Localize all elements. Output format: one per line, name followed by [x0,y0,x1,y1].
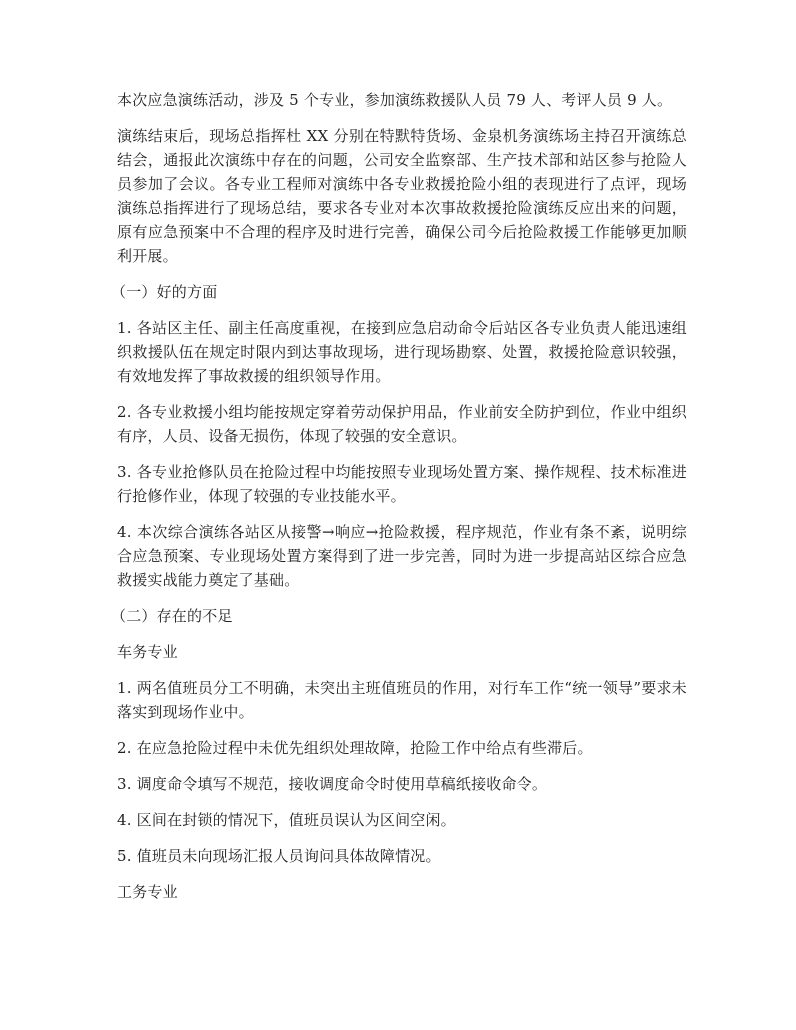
paragraph-summary-meeting: 演练结束后，现场总指挥杜 XX 分别在特默特货场、金泉机务演练场主持召开演练总结会，通报此次演练中存在的问题，公司安全监察部、生产技术部和站区参与抢险人员参加了会议。各专业工程师对演练中各专业救援抢险小组的表现进行了点评，现场演练总指挥进行了现场总结，要求各专业对本次事故救援抢险演练反应出来的问题，原有应急预案中不合理的程序及时进行完善，确保公司今后抢险救援工作能够更加顺利开展。 [117,127,687,265]
list-item-good-1: 1. 各站区主任、副主任高度重视，在接到应急启动命令后站区各专业负责人能迅速组织救援队伍在规定时限内到达事故现场，进行现场勘察、处置，救援抢险意识较强，有效地发挥了事故救援的组织领导作用。 [117,319,687,385]
subheading-vehicle-affairs: 车务专业 [117,643,178,661]
list-item-good-4: 4. 本次综合演练各站区从接警→响应→抢险救援，程序规范，作业有条不紊，说明综合应急预案、专业现场处置方案得到了进一步完善，同时为进一步提高站区综合应急救援实战能力奠定了基础。 [117,523,687,589]
list-item-vehicle-4: 4. 区间在封锁的情况下，值班员误认为区间空闲。 [117,811,456,829]
document-body [111,88,687,916]
section-heading-shortcomings: （二）存在的不足 [111,607,233,625]
list-item-vehicle-1: 1. 两名值班员分工不明确，未突出主班值班员的作用，对行车工作“统一领导”要求未落实到现场作业中。 [117,679,687,721]
list-item-vehicle-5: 5. 值班员未向现场汇报人员询问具体故障情况。 [117,847,441,865]
list-item-vehicle-3: 3. 调度命令填写不规范，接收调度命令时使用草稿纸接收命令。 [117,775,548,793]
paragraph-intro: 本次应急演练活动，涉及 5 个专业，参加演练救援队人员 79 人、考评人员 9 人。 [117,91,673,109]
list-item-vehicle-2: 2. 在应急抢险过程中未优先组织处理故障，抢险工作中给点有些滞后。 [117,739,593,757]
list-item-good-2: 2. 各专业救援小组均能按规定穿着劳动保护用品，作业前安全防护到位，作业中组织有序，人员、设备无损伤，体现了较强的安全意识。 [117,403,687,445]
subheading-track-works: 工务专业 [117,883,178,901]
list-item-good-3: 3. 各专业抢修队员在抢险过程中均能按照专业现场处置方案、操作规程、技术标准进行抢修作业，体现了较强的专业技能水平。 [117,463,687,505]
section-heading-good-aspects: （一）好的方面 [111,283,218,301]
